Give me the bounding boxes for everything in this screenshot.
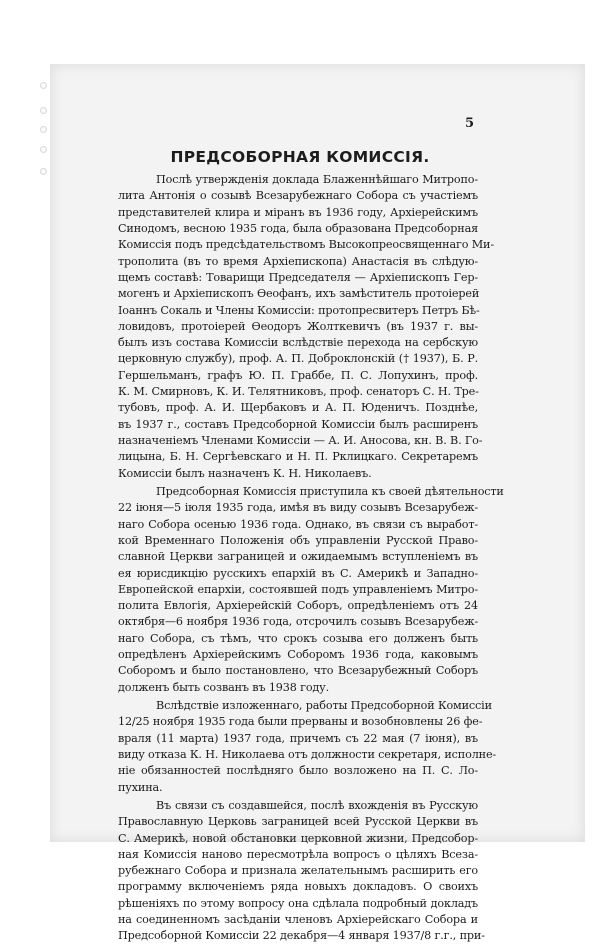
text-line: рѣшеніяхъ по этому вопросу она сдѣлала подробный докладъ [118,896,478,910]
text-line: Комиссія подъ предсѣдательствомъ Высокопреосвященнаго Ми- [118,238,494,252]
text-line: ніе обязанностей послѣдняго было возложено на П. С. Ло- [118,764,478,778]
text-line: Вслѣдствіе изложеннаго, работы Предсоборной Комиссіи [156,699,492,712]
text-line: ная Комиссія наново пересмотрѣла вопросъ о цѣляхъ Всеза- [118,847,478,861]
text-line: Европейской епархіи, состоявшей подъ управленіемъ Митро- [118,582,478,596]
text-line: ловидовъ, протоіерей Өеодоръ Жолткевичъ (въ 1937 г. вы- [118,319,478,333]
text-line: Православную Церковь заграницей всей Русской Церкви въ [118,815,478,829]
text-line: программу включеніемъ ряда новыхъ докладовъ. О своихъ [118,880,478,894]
text-line: виду отказа К. Н. Николаева отъ должности секретаря, исполне- [118,747,497,761]
text-line: Соборомъ и было постановлено, что Всезарубежный Соборъ [118,664,478,678]
punch-hole [40,107,47,114]
text-line: въ 1937 г., составъ Предсоборной Комиссіи былъ расширенъ [118,417,478,431]
page-title: ПРЕДСОБОРНАЯ КОМИССІЯ. [170,148,430,166]
paragraph [118,484,504,696]
text-line: долженъ быть созванъ въ 1938 году. [118,680,329,694]
text-line: полита Евлогія, Архіерейскій Соборъ, опредѣленіемъ отъ 24 [118,599,478,613]
punch-hole [40,126,47,133]
text-line: щемъ составѣ: Товарищи Председателя — Архіепископъ Гер- [118,270,478,284]
text-line: пухина. [118,780,163,794]
text-line: Предсоборная Комиссія приступила къ своей дѣятельности [156,484,504,498]
page-number: 5 [465,116,475,131]
text-line: К. М. Смирновъ, К. И. Телятниковъ, проф. сенаторъ С. Н. Тре- [118,385,479,399]
text-line: могенъ и Архіепископъ Өеофанъ, ихъ замѣститель протоіерей [118,287,480,301]
punch-hole [40,146,47,153]
text-line: рубежнаго Собора и признала желательнымъ расширить его [118,864,478,878]
text-line: Синодомъ, весною 1935 года, была образована Предсоборная [118,221,478,235]
paragraph [118,172,494,482]
text-line: Гершельманъ, графъ Ю. П. Граббе, П. С. Лопухинъ, проф. [118,368,478,382]
text-line: наго Собора, съ тѣмъ, что срокъ созыва его долженъ быть [118,631,478,645]
body-text [118,172,504,947]
text-line: опредѣленъ Архіерейскимъ Соборомъ 1936 года, каковымъ [118,648,478,662]
text-line: тубовъ, проф. А. И. Щербаковъ и А. П. Юденичъ. Позднѣе, [118,401,478,415]
text-line: Предсоборной Комиссіи 22 декабря—4 января 1937/8 г.г., при- [118,929,485,943]
text-line: ея юрисдикцію русскихъ епархій въ С. Америкѣ и Западно- [118,566,478,580]
text-line: церковную службу), проф. А. П. Доброклонскій († 1937), Б. Р. [118,352,478,366]
text-line: Въ связи съ создавшейся, послѣ вхожденія въ Русскую [156,798,478,812]
text-line: представителей клира и міранъ въ 1936 году, Архіерейскимъ [118,205,478,219]
text-line: былъ изъ состава Комиссіи вслѣдствіе перехода на сербскую [118,336,478,350]
text-line: лицына, Б. Н. Сергѣевскаго и Н. П. Рклицкаго. Секретаремъ [118,450,478,464]
text-line: трополита (въ то время Архіепископа) Анастасія въ слѣдую- [118,254,478,268]
text-line: Іоаннъ Сокаль и Члены Комиссіи: протопресвитеръ Петръ Бѣ- [118,303,480,317]
text-line: назначеніемъ Членами Комиссіи — А. И. Аносова, кн. В. В. Го- [118,434,483,447]
text-line: кой Временнаго Положенія объ управленіи Русской Право- [118,533,478,547]
text-line: на соединенномъ засѣданіи членовъ Архіерейскаго Собора и [118,913,478,927]
text-line: славной Церкви заграницей и ожидаемымъ вступленіемъ въ [118,550,478,564]
punch-hole [40,82,47,89]
text-line: 12/25 ноября 1935 года были прерваны и возобновлены 26 фе- [118,715,483,729]
text-line: Послѣ утвержденія доклада Блаженнѣйшаго Митропо- [156,173,478,186]
text-line: октября—6 ноября 1936 года, отсрочилъ созывъ Всезарубеж- [118,615,478,629]
text-line: лита Антонія о созывѣ Всезарубежнаго Собора съ участіемъ [118,189,478,203]
paragraph [118,698,497,796]
text-line: наго Собора осенью 1936 года. Однако, въ связи съ выработ- [118,517,478,531]
paragraph [118,798,485,945]
text-line: Комиссіи былъ назначенъ К. Н. Николаевъ. [118,466,372,480]
text-line: враля (11 марта) 1937 года, причемъ съ 22 мая (7 іюня), въ [118,731,478,745]
text-line: С. Америкѣ, новой обстановки церковной жизни, Предсобор- [118,831,478,845]
text-line: 22 іюня—5 іюля 1935 года, имѣя въ виду созывъ Всезарубеж- [118,501,478,515]
punch-hole [40,168,47,175]
